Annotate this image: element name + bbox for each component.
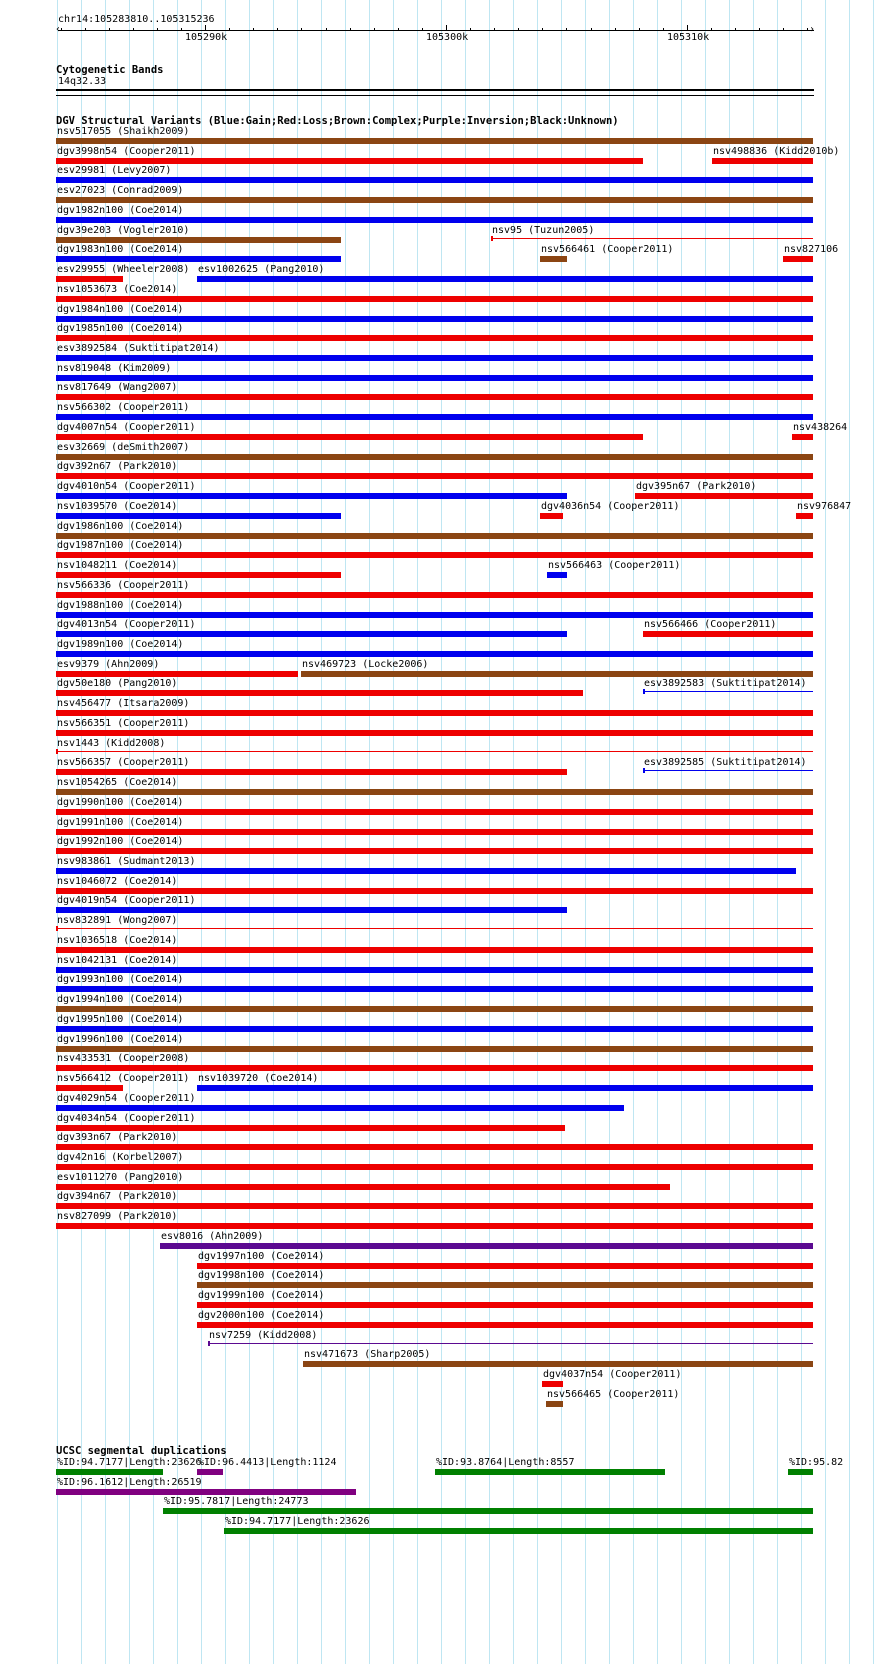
segdup-label: %ID:96.1612|Length:26519: [57, 1477, 202, 1488]
variant-label: nsv832891 (Wong2007): [57, 915, 178, 926]
variant-label: nsv566357 (Cooper2011): [57, 757, 190, 768]
variant-bar[interactable]: [56, 296, 813, 302]
variant-label: nsv827099 (Park2010): [57, 1211, 178, 1222]
variant-label: nsv1039720 (Coe2014): [198, 1073, 319, 1084]
variant-bar[interactable]: [56, 138, 813, 144]
variant-label: esv29981 (Levy2007): [57, 165, 172, 176]
variant-bar[interactable]: [197, 276, 813, 282]
variant-bar[interactable]: [56, 907, 567, 913]
variant-label: esv3892583 (Suktitipat2014): [644, 678, 807, 689]
variant-bar[interactable]: [56, 947, 813, 953]
variant-label: nsv566302 (Cooper2011): [57, 402, 190, 413]
variant-bar[interactable]: [56, 1026, 813, 1032]
variant-bar[interactable]: [56, 1085, 123, 1091]
segdup-bar[interactable]: [56, 1469, 163, 1475]
variant-label: dgv4019n54 (Cooper2011): [57, 895, 196, 906]
variant-label: nsv1443 (Kidd2008): [57, 738, 166, 749]
variant-label: nsv1046072 (Coe2014): [57, 876, 178, 887]
ruler-minor-tick: [350, 28, 351, 31]
variant-bar[interactable]: [56, 177, 813, 183]
ruler-minor-tick: [783, 28, 784, 31]
variant-label: dgv1983n100 (Coe2014): [57, 244, 184, 255]
variant-bar[interactable]: [56, 473, 813, 479]
variant-label: nsv469723 (Locke2006): [302, 659, 429, 670]
variant-bar[interactable]: [56, 197, 813, 203]
variant-label: dgv1997n100 (Coe2014): [198, 1251, 325, 1262]
variant-label: nsv7259 (Kidd2008): [209, 1330, 318, 1341]
ruler-minor-tick: [615, 28, 616, 31]
variant-label: nsv471673 (Sharp2005): [304, 1349, 431, 1360]
variant-bar[interactable]: [56, 868, 796, 874]
variant-label: nsv976847: [797, 501, 852, 512]
ruler-minor-tick: [639, 28, 640, 31]
variant-bar[interactable]: [56, 1223, 813, 1229]
ruler-minor-tick: [446, 28, 447, 31]
variant-label: dgv393n67 (Park2010): [57, 1132, 178, 1143]
variant-bar[interactable]: [56, 237, 341, 243]
segdup-label: %ID:96.4413|Length:1124: [198, 1457, 337, 1468]
variant-label: dgv4007n54 (Cooper2011): [57, 422, 196, 433]
variant-label: dgv1989n100 (Coe2014): [57, 639, 184, 650]
variant-bar[interactable]: [56, 1105, 624, 1111]
variant-bar[interactable]: [56, 751, 813, 752]
variant-label: nsv566466 (Cooper2011): [644, 619, 777, 630]
ruler-minor-tick: [807, 28, 808, 31]
variant-bar[interactable]: [56, 730, 813, 736]
segdup-label: %ID:95.82: [789, 1457, 844, 1468]
cytoband-track-title: Cytogenetic Bands: [56, 64, 164, 76]
variant-bar[interactable]: [56, 1065, 813, 1071]
variant-bar[interactable]: [56, 612, 813, 618]
variant-bar[interactable]: [56, 394, 813, 400]
ruler-minor-tick: [663, 28, 664, 31]
ruler-arrow-left: ‹: [55, 24, 62, 35]
variant-label: nsv1048211 (Coe2014): [57, 560, 178, 571]
variant-bar[interactable]: [56, 789, 813, 795]
ruler-minor-tick: [229, 28, 230, 31]
ruler-minor-tick: [253, 28, 254, 31]
variant-label: nsv1039570 (Coe2014): [57, 501, 178, 512]
ruler-minor-tick: [711, 28, 712, 31]
segdup-bar[interactable]: [224, 1528, 813, 1534]
variant-bar[interactable]: [56, 848, 813, 854]
segdup-bar[interactable]: [163, 1508, 813, 1514]
variant-bar[interactable]: [792, 434, 813, 440]
variant-bar[interactable]: [542, 1381, 563, 1387]
variant-label: nsv1036518 (Coe2014): [57, 935, 178, 946]
variant-label: nsv827106: [784, 244, 839, 255]
variant-bar[interactable]: [56, 967, 813, 973]
segdup-bar[interactable]: [56, 1489, 356, 1495]
variant-bar[interactable]: [56, 335, 813, 341]
variant-bar[interactable]: [301, 671, 813, 677]
variant-label: dgv42n16 (Korbel2007): [57, 1152, 184, 1163]
variant-bar[interactable]: [56, 316, 813, 322]
ruler-minor-tick: [181, 28, 182, 31]
variant-label: esv27023 (Conrad2009): [57, 185, 184, 196]
grid-line: [873, 0, 874, 1664]
variant-bar[interactable]: [56, 1203, 813, 1209]
variant-label: dgv4010n54 (Cooper2011): [57, 481, 196, 492]
variant-label: dgv3998n54 (Cooper2011): [57, 146, 196, 157]
variant-bar[interactable]: [56, 651, 813, 657]
variant-bar[interactable]: [160, 1243, 813, 1249]
track-divider: [56, 95, 814, 96]
ruler-minor-tick: [109, 28, 110, 31]
variant-bar[interactable]: [208, 1343, 813, 1344]
variant-label: esv1011270 (Pang2010): [57, 1172, 184, 1183]
variant-bar[interactable]: [547, 572, 567, 578]
variant-bar[interactable]: [56, 1006, 813, 1012]
variant-label: nsv817649 (Wang2007): [57, 382, 178, 393]
ruler-minor-tick: [61, 28, 62, 31]
variant-bar[interactable]: [56, 809, 813, 815]
variant-label: nsv1042131 (Coe2014): [57, 955, 178, 966]
variant-bar[interactable]: [56, 375, 813, 381]
variant-bar[interactable]: [712, 158, 813, 164]
variant-bar[interactable]: [197, 1085, 813, 1091]
variant-label: nsv566336 (Cooper2011): [57, 580, 190, 591]
ruler-minor-tick: [591, 28, 592, 31]
variant-bar[interactable]: [56, 572, 341, 578]
variant-label: esv32669 (deSmith2007): [57, 442, 190, 453]
variant-bar[interactable]: [635, 493, 813, 499]
variant-label: nsv566463 (Cooper2011): [548, 560, 681, 571]
variant-label: dgv4037n54 (Cooper2011): [543, 1369, 682, 1380]
ruler-minor-tick: [566, 28, 567, 31]
variant-label: dgv1994n100 (Coe2014): [57, 994, 184, 1005]
variant-label: nsv566465 (Cooper2011): [547, 1389, 680, 1400]
grid-line: [849, 0, 850, 1664]
ruler-axis: [58, 30, 814, 31]
dgv-track-title: DGV Structural Variants (Blue:Gain;Red:Loss;Brown:Complex;Purple:Inversion;Black:Unknown): [56, 115, 619, 127]
variant-bar[interactable]: [56, 158, 643, 164]
variant-label: dgv1993n100 (Coe2014): [57, 974, 184, 985]
variant-label: esv3892584 (Suktitipat2014): [57, 343, 220, 354]
variant-bar[interactable]: [56, 276, 123, 282]
variant-label: nsv95 (Tuzun2005): [492, 225, 595, 236]
variant-label: nsv566412 (Cooper2011): [57, 1073, 190, 1084]
variant-label: dgv1999n100 (Coe2014): [198, 1290, 325, 1301]
variant-bar[interactable]: [796, 513, 813, 519]
variant-label: nsv566461 (Cooper2011): [541, 244, 674, 255]
variant-bar[interactable]: [540, 513, 563, 519]
ruler-tick-label: 105300k: [426, 32, 469, 43]
ruler-tick-label: 105290k: [185, 32, 228, 43]
ruler-minor-tick: [687, 28, 688, 31]
segdup-label: %ID:93.8764|Length:8557: [436, 1457, 575, 1468]
variant-label: dgv394n67 (Park2010): [57, 1191, 178, 1202]
segdup-track-title: UCSC segmental duplications: [56, 1445, 227, 1457]
variant-label: dgv1998n100 (Coe2014): [198, 1270, 325, 1281]
variant-label: dgv392n67 (Park2010): [57, 461, 178, 472]
variant-bar[interactable]: [56, 414, 813, 420]
ruler-minor-tick: [494, 28, 495, 31]
segdup-bar[interactable]: [197, 1469, 223, 1475]
cytoband-label: 14q32.33: [58, 76, 107, 87]
ruler-region: chr14:105283810..105315236: [58, 14, 215, 25]
variant-label: nsv438264: [793, 422, 848, 433]
variant-bar[interactable]: [56, 1125, 565, 1131]
variant-bar[interactable]: [56, 631, 567, 637]
variant-label: esv8016 (Ahn2009): [161, 1231, 264, 1242]
variant-label: nsv456477 (Itsara2009): [57, 698, 190, 709]
variant-bar[interactable]: [56, 533, 813, 539]
variant-label: nsv1054265 (Coe2014): [57, 777, 178, 788]
segdup-label: %ID:95.7817|Length:24773: [164, 1496, 309, 1507]
variant-label: esv29955 (Wheeler2008): [57, 264, 190, 275]
variant-label: dgv50e180 (Pang2010): [57, 678, 178, 689]
variant-label: esv3892585 (Suktitipat2014): [644, 757, 807, 768]
variant-bar[interactable]: [56, 513, 341, 519]
variant-label: dgv39e203 (Vogler2010): [57, 225, 190, 236]
variant-label: nsv433531 (Cooper2008): [57, 1053, 190, 1064]
ruler-minor-tick: [542, 28, 543, 31]
variant-bar[interactable]: [56, 552, 813, 558]
variant-label: dgv1990n100 (Coe2014): [57, 797, 184, 808]
variant-bar[interactable]: [56, 690, 583, 696]
variant-bar[interactable]: [56, 454, 813, 460]
variant-label: esv9379 (Ahn2009): [57, 659, 160, 670]
variant-bar[interactable]: [56, 1144, 813, 1150]
ruler-arrow-right: ›: [809, 24, 816, 35]
variant-bar[interactable]: [197, 1302, 813, 1308]
segdup-bar[interactable]: [435, 1469, 665, 1475]
variant-label: dgv4013n54 (Cooper2011): [57, 619, 196, 630]
variant-bar[interactable]: [303, 1361, 813, 1367]
variant-label: dgv1996n100 (Coe2014): [57, 1034, 184, 1045]
segdup-label: %ID:94.7177|Length:23626: [225, 1516, 370, 1527]
variant-bar[interactable]: [643, 770, 813, 771]
variant-label: nsv983861 (Sudmant2013): [57, 856, 196, 867]
variant-bar[interactable]: [56, 888, 813, 894]
variant-label: dgv1985n100 (Coe2014): [57, 323, 184, 334]
variant-bar[interactable]: [56, 769, 567, 775]
variant-label: dgv1987n100 (Coe2014): [57, 540, 184, 551]
variant-bar[interactable]: [56, 986, 813, 992]
variant-label: esv1002625 (Pang2010): [198, 264, 325, 275]
variant-label: nsv566351 (Cooper2011): [57, 718, 190, 729]
variant-label: nsv819048 (Kim2009): [57, 363, 172, 374]
variant-bar[interactable]: [491, 238, 813, 239]
variant-label: dgv1995n100 (Coe2014): [57, 1014, 184, 1025]
variant-label: dgv1982n100 (Coe2014): [57, 205, 184, 216]
variant-label: dgv1986n100 (Coe2014): [57, 521, 184, 532]
variant-label: dgv2000n100 (Coe2014): [198, 1310, 325, 1321]
ruler-minor-tick: [85, 28, 86, 31]
ruler-minor-tick: [518, 28, 519, 31]
variant-label: dgv395n67 (Park2010): [636, 481, 757, 492]
variant-label: dgv4029n54 (Cooper2011): [57, 1093, 196, 1104]
variant-label: nsv1053673 (Coe2014): [57, 284, 178, 295]
variant-bar[interactable]: [783, 256, 813, 262]
variant-bar[interactable]: [56, 256, 341, 262]
variant-bar[interactable]: [643, 691, 813, 692]
variant-bar[interactable]: [56, 592, 813, 598]
variant-bar[interactable]: [546, 1401, 563, 1407]
variant-bar[interactable]: [56, 434, 643, 440]
variant-bar[interactable]: [56, 355, 813, 361]
variant-bar[interactable]: [56, 1184, 670, 1190]
ruler-minor-tick: [470, 28, 471, 31]
variant-bar[interactable]: [56, 928, 813, 929]
variant-bar[interactable]: [197, 1322, 813, 1328]
ruler-minor-tick: [735, 28, 736, 31]
ruler-minor-tick: [374, 28, 375, 31]
segdup-bar[interactable]: [788, 1469, 813, 1475]
cytoband-bar: [56, 89, 814, 91]
variant-label: dgv1992n100 (Coe2014): [57, 836, 184, 847]
ruler-tick-label: 105310k: [667, 32, 710, 43]
variant-bar[interactable]: [643, 631, 813, 637]
ruler-minor-tick: [326, 28, 327, 31]
variant-label: nsv517055 (Shaikh2009): [57, 126, 190, 137]
variant-label: nsv498836 (Kidd2010b): [713, 146, 840, 157]
ruler-minor-tick: [398, 28, 399, 31]
segdup-label: %ID:94.7177|Length:23626: [57, 1457, 202, 1468]
ruler-minor-tick: [301, 28, 302, 31]
variant-label: dgv4036n54 (Cooper2011): [541, 501, 680, 512]
ruler-minor-tick: [133, 28, 134, 31]
variant-bar[interactable]: [56, 217, 813, 223]
variant-bar[interactable]: [197, 1282, 813, 1288]
variant-bar[interactable]: [56, 493, 567, 499]
ruler-minor-tick: [422, 28, 423, 31]
variant-bar[interactable]: [56, 829, 813, 835]
variant-bar[interactable]: [540, 256, 567, 262]
ruler-minor-tick: [205, 28, 206, 31]
variant-bar[interactable]: [56, 1164, 813, 1170]
variant-label: dgv1988n100 (Coe2014): [57, 600, 184, 611]
variant-label: dgv1984n100 (Coe2014): [57, 304, 184, 315]
ruler-minor-tick: [157, 28, 158, 31]
variant-bar[interactable]: [56, 710, 813, 716]
variant-bar[interactable]: [197, 1263, 813, 1269]
variant-label: dgv1991n100 (Coe2014): [57, 817, 184, 828]
variant-label: dgv4034n54 (Cooper2011): [57, 1113, 196, 1124]
ruler-minor-tick: [277, 28, 278, 31]
ruler-minor-tick: [759, 28, 760, 31]
variant-bar[interactable]: [56, 1046, 813, 1052]
variant-bar[interactable]: [56, 671, 298, 677]
